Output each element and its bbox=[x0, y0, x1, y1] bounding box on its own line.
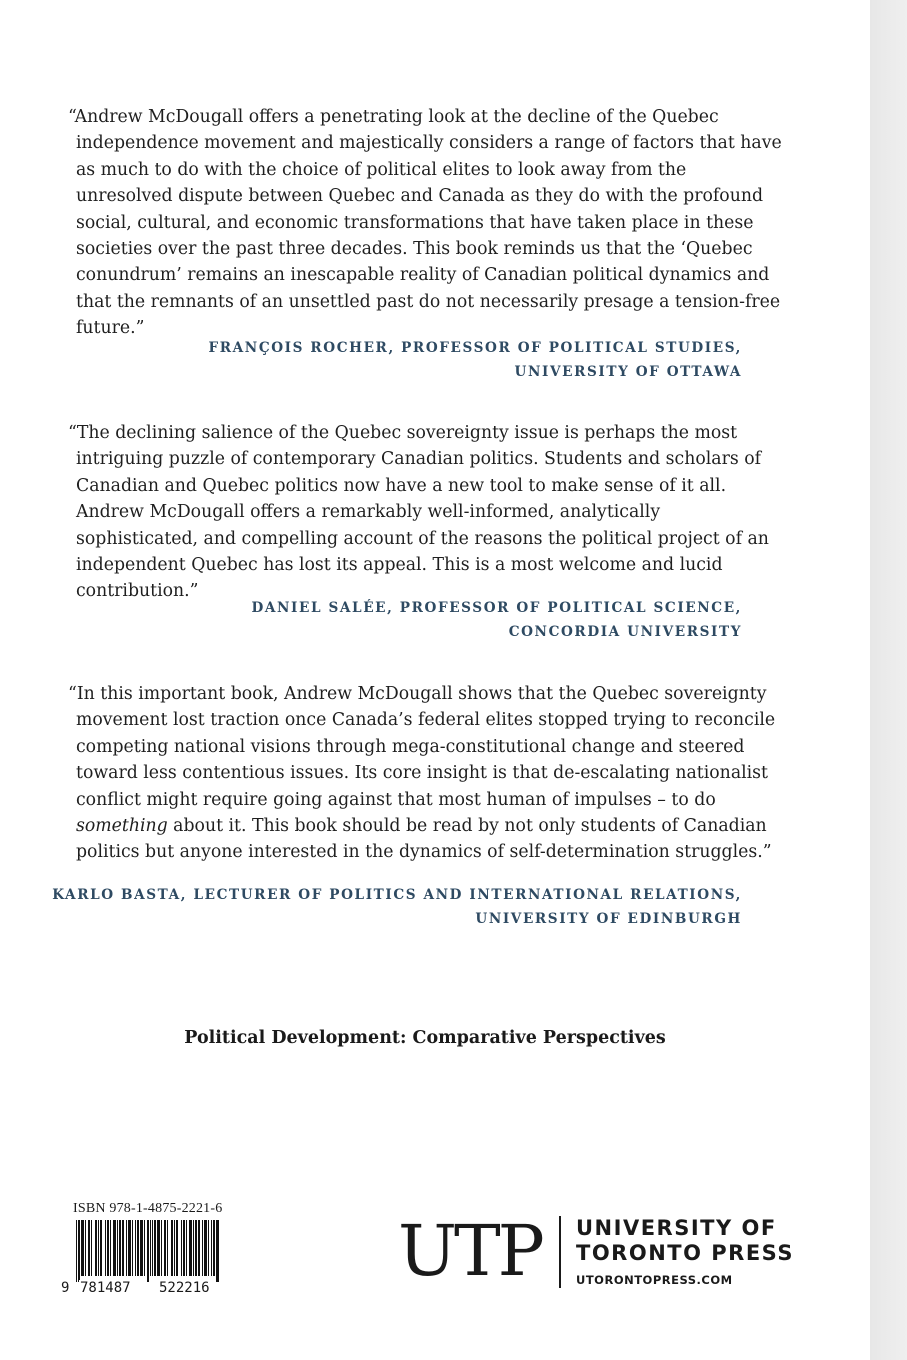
barcode-bar bbox=[126, 1220, 127, 1276]
logo-divider bbox=[559, 1216, 561, 1288]
blurb-quote-3 bbox=[68, 681, 783, 866]
publisher-block bbox=[576, 1216, 794, 1287]
attribution-3-line-2: UNIVERSITY OF EDINBURGH bbox=[475, 911, 742, 927]
barcode-bar bbox=[113, 1220, 116, 1276]
barcode-bar bbox=[198, 1220, 200, 1276]
barcode-bar bbox=[76, 1220, 77, 1282]
barcode-bar bbox=[110, 1220, 111, 1276]
barcode-bar bbox=[132, 1220, 133, 1276]
barcode-bar bbox=[208, 1220, 209, 1276]
barcode-bar bbox=[164, 1220, 166, 1276]
barcode-bar bbox=[122, 1220, 124, 1276]
barcode-right-digits: 522216 bbox=[159, 1280, 210, 1296]
barcode-bar bbox=[85, 1220, 86, 1276]
barcode-bar bbox=[144, 1220, 145, 1276]
barcode-bar bbox=[154, 1220, 156, 1276]
barcode-bar bbox=[204, 1220, 207, 1276]
blurb-quote-2-text: “The declining salience of the Quebec sovereignty issue is perhaps the most intriguing puzzle of contemporary Canadian politics. Students and scholars of Canadian and Quebec politics now have a new tool to make sense of it all. Andrew McDougall offers a remarkably well-informed, analytically sophisticated, and compelling account of the reasons the political project of an independent Quebec has lost its appeal. This is a most welcome and lucid contribution.” bbox=[68, 423, 769, 602]
barcode-bar bbox=[91, 1220, 92, 1276]
barcode-bar bbox=[174, 1220, 175, 1276]
quote-3-text-part-1: “In this important book, Andrew McDougall shows that the Quebec sovereignty movement lost traction once Canada’s federal elites stopped trying to reconcile competing national visions through mega-constitutional change and steered toward less contentious issues. Its core insight is that de-escalating nationalist conflict might require going against that most human of impulses – to do bbox=[68, 684, 776, 810]
blurb-attribution-1 bbox=[209, 336, 743, 384]
isbn-label: ISBN 978-1-4875-2221-6 bbox=[73, 1201, 223, 1216]
attribution-2-line-1: DANIEL SALÉE, PROFESSOR OF POLITICAL SCIENCE, bbox=[251, 600, 742, 616]
barcode-bar bbox=[171, 1220, 173, 1276]
barcode-bar bbox=[117, 1220, 118, 1276]
blurb-quote-1 bbox=[68, 104, 783, 342]
spine-edge bbox=[870, 0, 907, 1360]
barcode-lead-digit: 9 bbox=[61, 1280, 70, 1296]
barcode-bar bbox=[98, 1220, 99, 1276]
barcode-bar bbox=[211, 1220, 212, 1276]
barcode-bar bbox=[88, 1220, 90, 1276]
barcode-bar bbox=[189, 1220, 192, 1276]
quote-3-text-part-2: about it. This book should be read by not only students of Canadian politics but anyone interested in the dynamics of self-determination struggles.” bbox=[76, 816, 772, 863]
barcode-bar bbox=[161, 1220, 162, 1276]
barcode-bar bbox=[157, 1220, 160, 1276]
barcode-bar bbox=[186, 1220, 187, 1276]
publisher-url: UTORONTOPRESS.COM bbox=[576, 1273, 733, 1287]
blurb-attribution-3 bbox=[52, 883, 742, 931]
barcode-bar bbox=[105, 1220, 106, 1276]
barcode-bar bbox=[181, 1220, 182, 1276]
barcode-bar bbox=[81, 1220, 84, 1276]
blurb-quote-1-text: “Andrew McDougall offers a penetrating look at the decline of the Quebec independence movement and majestically considers a range of factors that have as much to do with the choice of political elites to look away from the unresolved dispute between Quebec and Canada as they do with the profound social, cultural, and economic transformations that have taken place in these societies over the past three decades. This book reminds us that the ‘Quebec conundrum’ remains an inescapable reality of Canadian political dynamics and that the remnants of an unsettled past do not necessarily presage a tension-free future.” bbox=[68, 107, 782, 339]
barcode-bar bbox=[107, 1220, 109, 1276]
publisher-name-line-2: TORONTO PRESS bbox=[576, 1241, 794, 1265]
barcode-bar bbox=[95, 1220, 97, 1276]
barcode-graphic bbox=[72, 1220, 224, 1282]
barcode-bar bbox=[167, 1220, 168, 1276]
utp-logo: UTP bbox=[398, 1210, 542, 1292]
attribution-3-line-1: KARLO BASTA, LECTURER OF POLITICS AND INTERNATIONAL RELATIONS, bbox=[52, 887, 742, 903]
blurb-quote-3-text bbox=[68, 681, 783, 866]
barcode-bar bbox=[176, 1220, 178, 1276]
barcode-bar bbox=[150, 1220, 151, 1276]
barcode-bar bbox=[183, 1220, 185, 1276]
attribution-2-line-2: CONCORDIA UNIVERSITY bbox=[508, 624, 742, 640]
barcode-bar bbox=[140, 1220, 143, 1276]
attribution-1-line-2: UNIVERSITY OF OTTAWA bbox=[514, 364, 742, 380]
barcode-bar bbox=[78, 1220, 80, 1282]
barcode-bar bbox=[193, 1220, 194, 1276]
publisher-name-line-1: UNIVERSITY OF bbox=[576, 1216, 777, 1240]
barcode-bar bbox=[135, 1220, 136, 1276]
barcode-bar bbox=[213, 1220, 215, 1276]
barcode-bar bbox=[147, 1220, 149, 1282]
barcode-bar bbox=[100, 1220, 102, 1276]
series-title: Political Development: Comparative Perspectives bbox=[184, 1028, 666, 1048]
attribution-1-line-1: FRANÇOIS ROCHER, PROFESSOR OF POLITICAL STUDIES, bbox=[208, 340, 742, 356]
barcode-bar bbox=[128, 1220, 131, 1276]
barcode-left-digits: 781487 bbox=[80, 1280, 131, 1296]
barcode-bar bbox=[202, 1220, 203, 1276]
barcode-bar bbox=[216, 1220, 219, 1282]
blurb-quote-2 bbox=[68, 420, 783, 605]
barcode-bar bbox=[195, 1220, 197, 1276]
blurb-attribution-2 bbox=[252, 596, 743, 644]
quote-3-emphasis: something bbox=[76, 816, 168, 837]
barcode-bar bbox=[137, 1220, 139, 1276]
barcode-bar bbox=[152, 1220, 153, 1276]
barcode-bar bbox=[119, 1220, 121, 1276]
